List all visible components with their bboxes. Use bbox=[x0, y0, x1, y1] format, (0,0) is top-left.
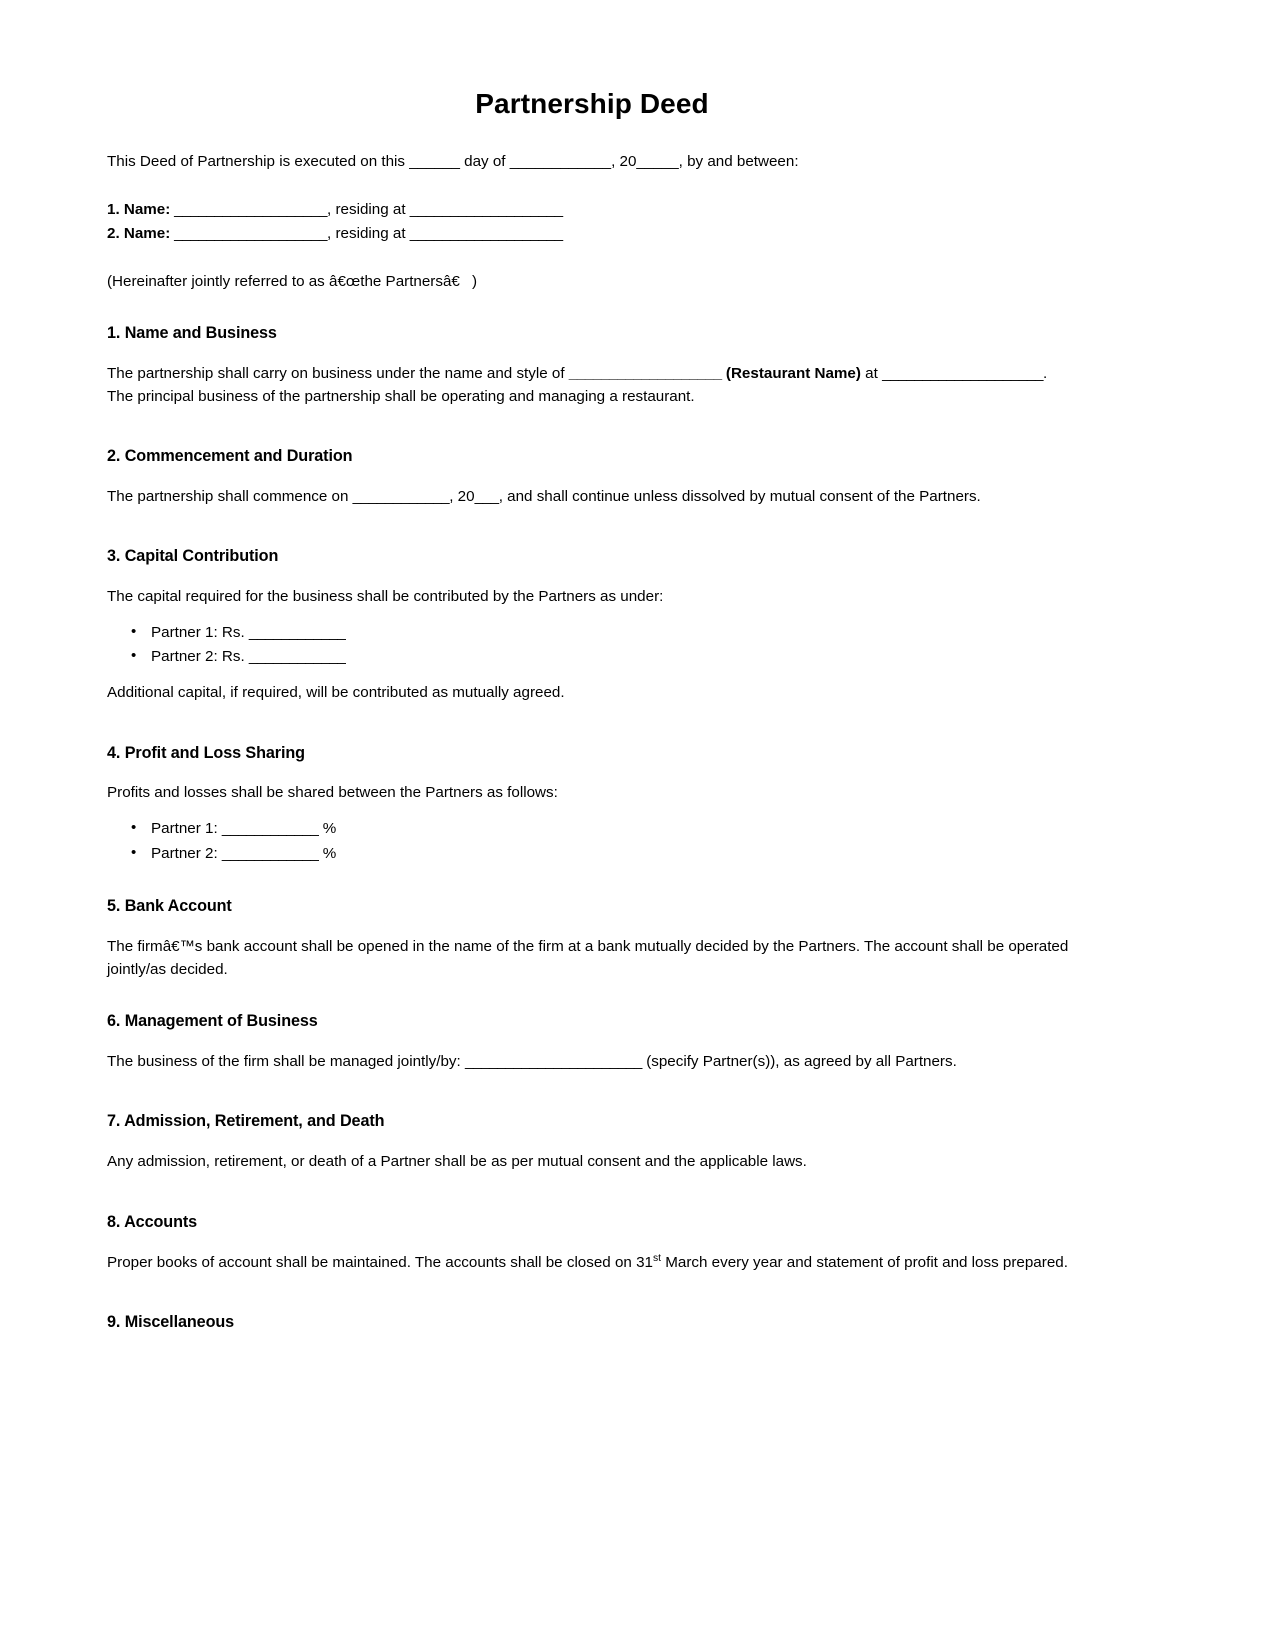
section-heading-4-profit-and-loss-sharing: 4. Profit and Loss Sharing bbox=[107, 743, 305, 762]
section-1-text-mid: at bbox=[860, 365, 883, 383]
section-2-date-blank: ____________ bbox=[352, 487, 450, 505]
profit-partner-1-unit: % bbox=[318, 819, 337, 837]
party-2-label: 2. Name: bbox=[107, 225, 171, 243]
section-3-footer: Additional capital, if required, will be contributed as mutually agreed. bbox=[107, 684, 565, 702]
capital-partner-2-label: Partner 2: Rs. bbox=[151, 648, 249, 666]
party-2-residing-label: , residing at bbox=[327, 225, 410, 243]
section-1-address-blank: ____________________ bbox=[882, 365, 1043, 383]
section-heading-7-admission-retirement-and-death: 7. Admission, Retirement, and Death bbox=[107, 1112, 385, 1131]
list-item bbox=[129, 842, 1077, 867]
capital-contribution-list bbox=[107, 621, 1077, 670]
section-1-body bbox=[107, 363, 1077, 386]
section-heading-8-accounts: 8. Accounts bbox=[107, 1212, 198, 1231]
capital-partner-2-blank: ____________ bbox=[248, 648, 346, 666]
party-1-name-blank: ___________________ bbox=[170, 200, 328, 218]
section-heading-3-capital-contribution: 3. Capital Contribution bbox=[107, 547, 279, 566]
party-line-2 bbox=[107, 222, 1077, 247]
section-heading-2-commencement-and-duration: 2. Commencement and Duration bbox=[107, 447, 353, 466]
party-2-address-blank: ___________________ bbox=[409, 225, 563, 243]
section-heading-5-bank-account: 5. Bank Account bbox=[107, 897, 232, 916]
section-8-text-pre: Proper books of account shall be maintained. The accounts shall be closed on 31 bbox=[107, 1253, 653, 1271]
section-2-year-blank: ___ bbox=[474, 487, 499, 505]
capital-partner-1-blank: ____________ bbox=[248, 623, 346, 641]
profit-partner-2-blank: ____________ bbox=[221, 844, 319, 862]
section-2-body bbox=[107, 486, 1077, 509]
party-1-label: 1. Name: bbox=[107, 200, 171, 218]
section-1-body-line2: The principal business of the partnership shall be operating and managing a restaurant. bbox=[107, 387, 695, 405]
section-heading-6-management-of-business: 6. Management of Business bbox=[107, 1012, 318, 1031]
party-2-name-blank: ___________________ bbox=[170, 225, 328, 243]
section-5-body: The firmâ€™s bank account shall be opened in the name of the firm at a bank mutually decided by the Partners. The account shall be operated jointly/as decided. bbox=[107, 938, 1069, 978]
hereinafter-paragraph: (Hereinafter jointly referred to as â€œthe Partnersâ€) bbox=[107, 272, 478, 290]
section-2-text-mid: , 20 bbox=[449, 487, 475, 505]
section-8-body bbox=[107, 1252, 1077, 1275]
section-6-manager-blank: ______________________ bbox=[464, 1052, 642, 1070]
section-3-intro: The capital required for the business shall be contributed by the Partners as under: bbox=[107, 588, 664, 606]
document-content bbox=[107, 86, 1077, 1334]
list-item bbox=[129, 817, 1077, 842]
capital-partner-1-label: Partner 1: Rs. bbox=[151, 623, 249, 641]
section-4-intro: Profits and losses shall be shared between the Partners as follows: bbox=[107, 784, 558, 802]
section-6-text-pre: The business of the firm shall be managed jointly/by: bbox=[107, 1052, 465, 1070]
ordinal-suffix: st bbox=[652, 1252, 662, 1264]
list-item bbox=[129, 621, 1077, 646]
party-line-1 bbox=[107, 198, 1077, 223]
section-1-restaurant-name-label: (Restaurant Name) bbox=[721, 365, 861, 383]
section-1-text-pre: The partnership shall carry on business under the name and style of bbox=[107, 365, 569, 383]
section-1-firm-name-blank: ___________________ bbox=[568, 365, 722, 383]
intro-text: This Deed of Partnership is executed on this ______ day of ____________, 20_____, by and between: bbox=[107, 153, 799, 170]
party-1-address-blank: ___________________ bbox=[409, 200, 563, 218]
section-2-text-pre: The partnership shall commence on bbox=[107, 487, 353, 505]
section-1-text-end: . bbox=[1043, 365, 1048, 383]
intro-paragraph bbox=[107, 151, 1077, 174]
profit-partner-2-unit: % bbox=[318, 844, 337, 862]
profit-partner-1-blank: ____________ bbox=[221, 819, 319, 837]
section-heading-1-name-and-business: 1. Name and Business bbox=[107, 324, 277, 343]
profit-sharing-list bbox=[107, 817, 1077, 866]
profit-partner-1-label: Partner 1: bbox=[151, 819, 222, 837]
profit-partner-2-label: Partner 2: bbox=[151, 844, 222, 862]
section-2-text-end: , and shall continue unless dissolved by mutual consent of the Partners. bbox=[498, 487, 981, 505]
page-title: Partnership Deed bbox=[475, 88, 709, 119]
section-7-body: Any admission, retirement, or death of a Partner shall be as per mutual consent and the applicable laws. bbox=[107, 1153, 807, 1171]
section-8-text-post: March every year and statement of profit and loss prepared. bbox=[661, 1253, 1068, 1271]
party-1-residing-label: , residing at bbox=[327, 200, 410, 218]
section-6-text-end: (specify Partner(s)), as agreed by all Partners. bbox=[641, 1052, 957, 1070]
section-6-body bbox=[107, 1051, 1077, 1074]
list-item bbox=[129, 645, 1077, 670]
section-heading-9-miscellaneous: 9. Miscellaneous bbox=[107, 1313, 235, 1332]
